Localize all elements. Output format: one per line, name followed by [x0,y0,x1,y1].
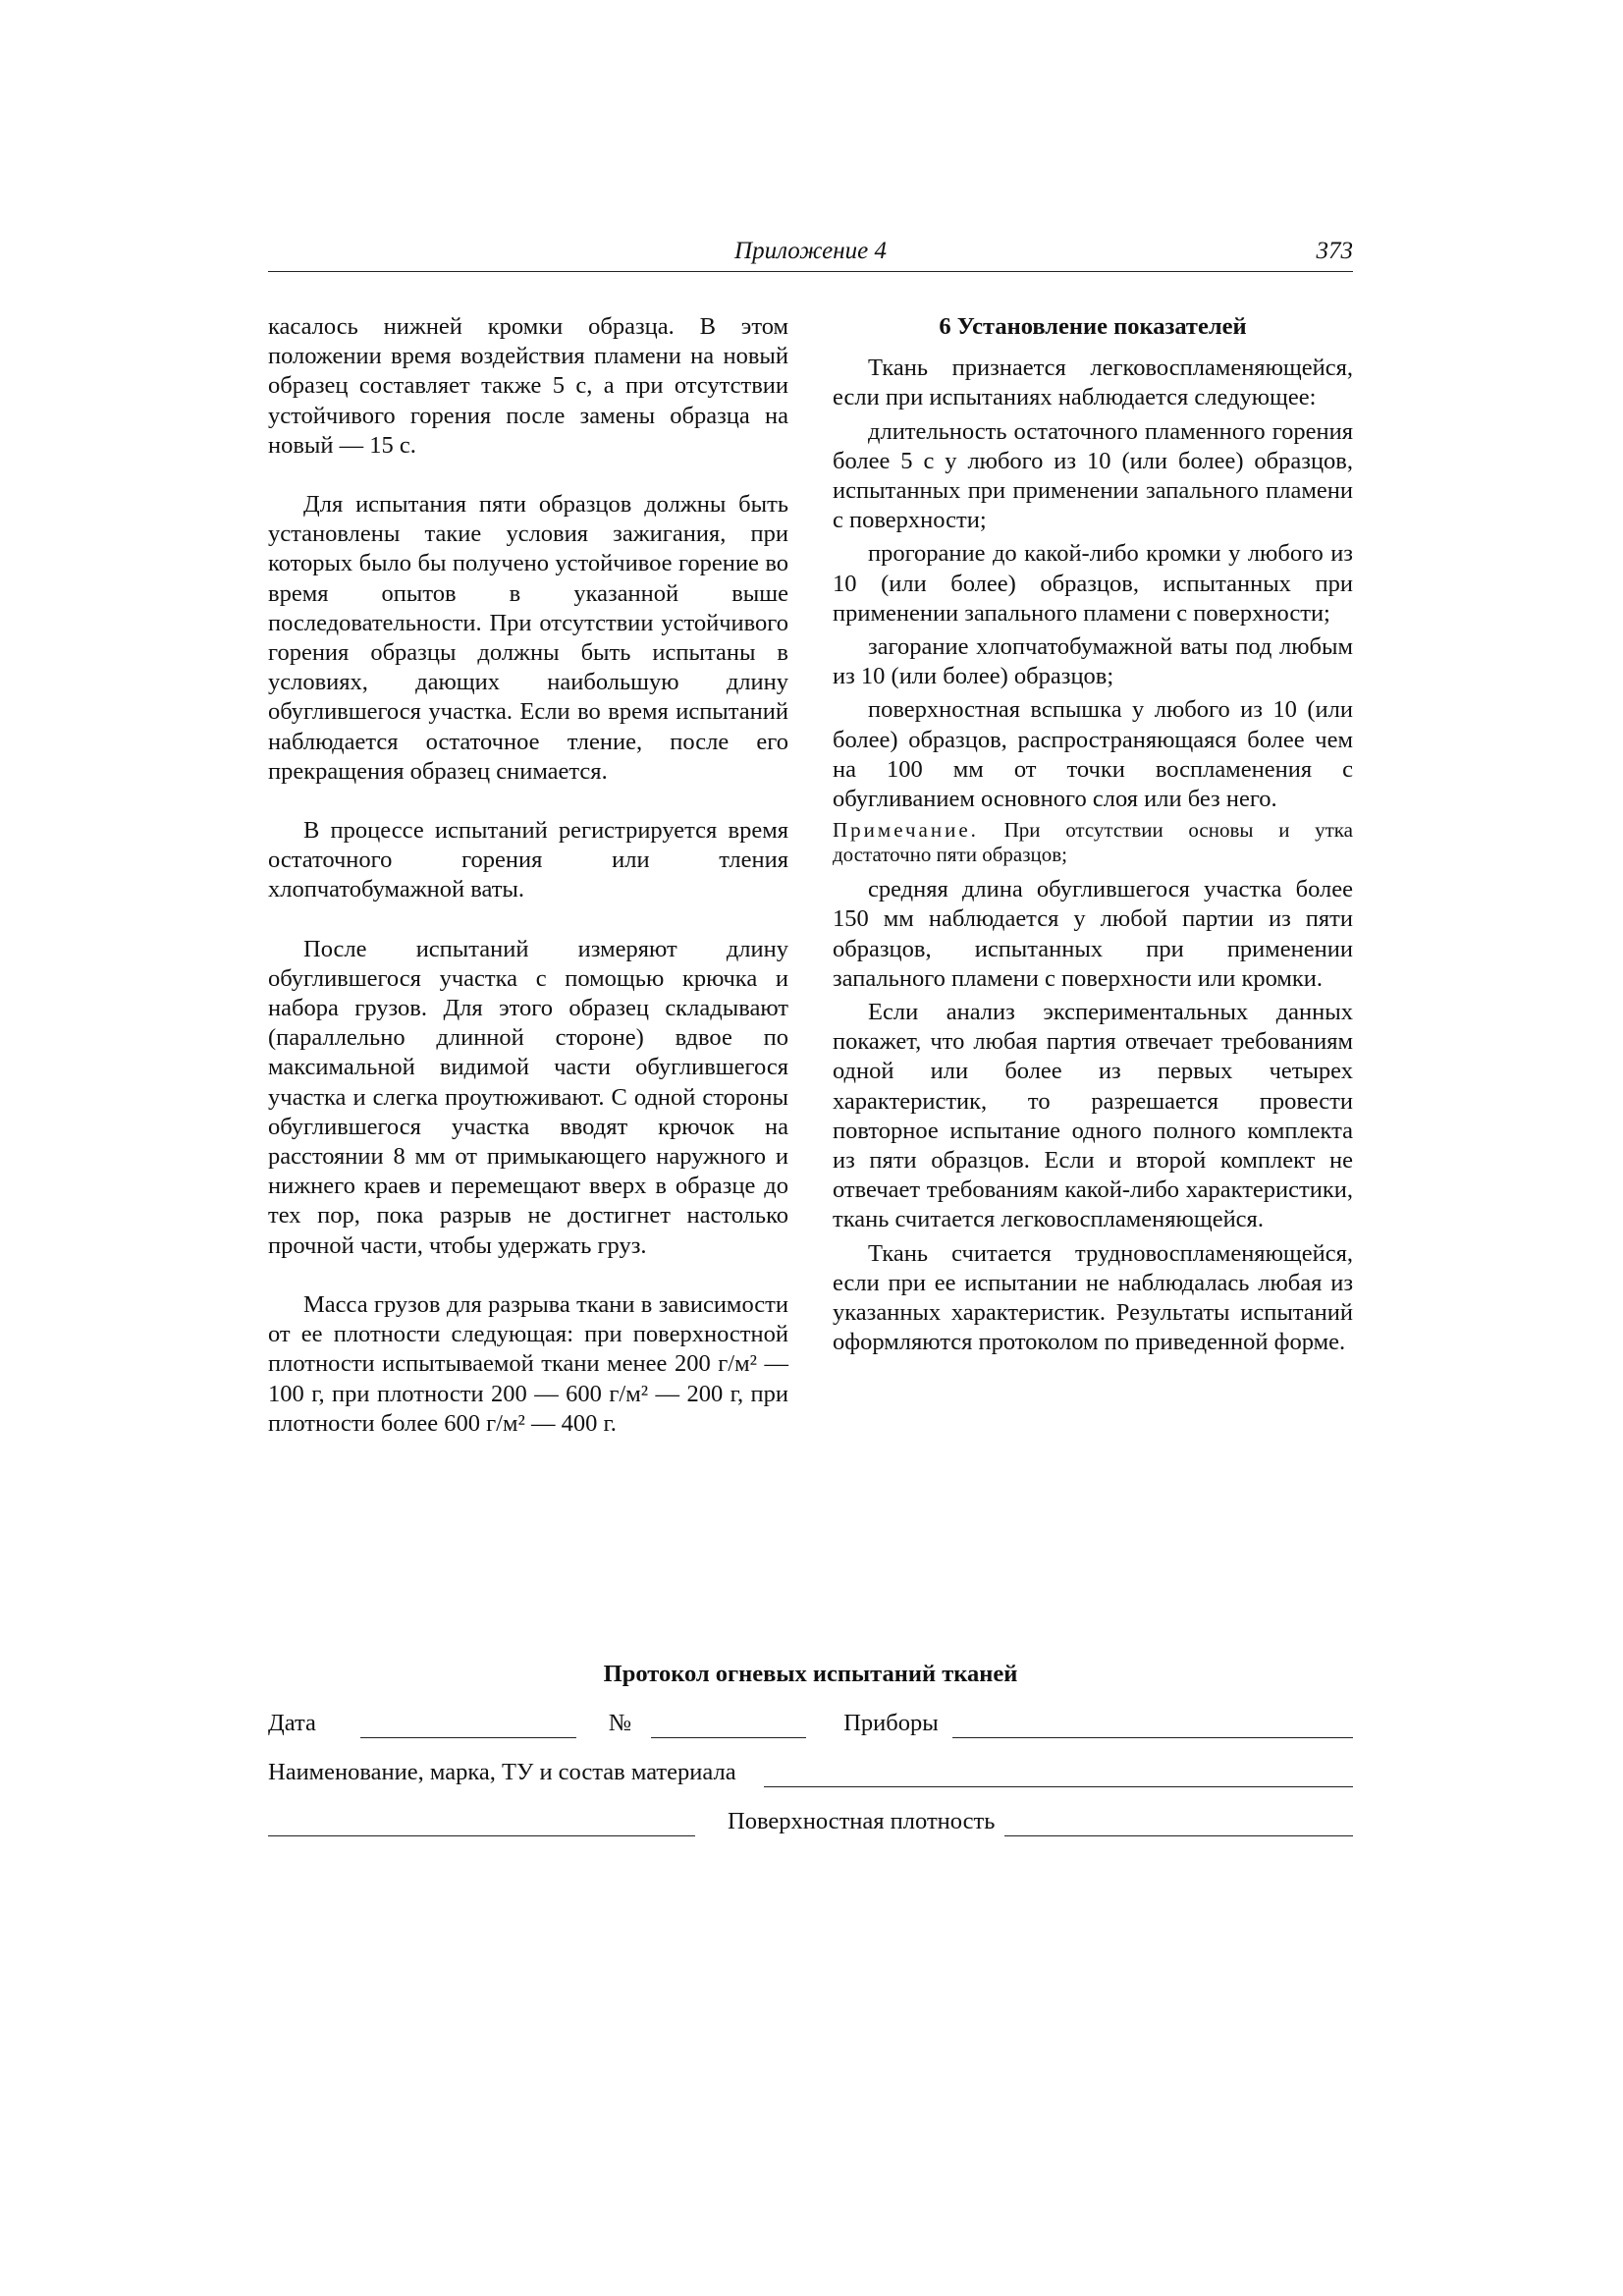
list-item: поверхностная вспышка у любого из 10 (или более) образцов, распространяющаяся более чем на 100 мм от точки воспламенения с обугливанием основного слоя или без него. [833,696,1353,813]
running-header [268,238,1353,272]
protocol-title: Протокол огневых испытаний тканей [603,1661,1018,1687]
right-column [833,312,1353,1362]
note [833,818,1353,867]
number-field[interactable] [651,1712,806,1738]
protocol-row-3 [268,1807,1353,1836]
paragraph: Ткань признается легковоспламеняющейся, если при испытаниях наблюдается следующее: [833,355,1353,411]
protocol-form [268,1660,1353,1856]
paragraph: После испытаний измеряют длину обуглившегося участка с помощью крючка и набора грузов. Для этого образец складывают (параллельно длинной стороне) вдвое по максимальной видимой части обуглившегося участка и слегка проутюживают. С одной стороны обуглившегося участка вводят крючок на расстоянии 8 мм от примыкающего наружного и нижнего краев и перемещают вверх в образце до тех пор, пока разрыв не достигнет настолько прочной части, чтобы удержать груз. [268,935,788,1259]
paragraph: Для испытания пяти образцов должны быть установлены такие условия зажигания, при которых было бы получено устойчивое горение во время опытов в указанной выше последовательности. При отсутствии устойчивого горения образцы должны быть испытаны в условиях, дающих наибольшую длину обуглившегося участка. Если во время испытаний наблюдается остаточное тление, после его прекращения образец снимается. [268,491,788,785]
density-label: Поверхностная плотность [728,1808,996,1834]
material-field[interactable] [764,1761,1353,1787]
paragraph: В процессе испытаний регистрируется время остаточного горения или тления хлопчатобумажной ваты. [268,817,788,903]
material-field-continued[interactable] [268,1810,695,1836]
devices-field[interactable] [952,1712,1353,1738]
list-item: прогорание до какой-либо кромки у любого из 10 (или более) образцов, испытанных при применении запального пламени с поверхности; [833,540,1353,627]
material-label: Наименование, марка, ТУ и состав материала [268,1759,736,1785]
list-item: средняя длина обуглившегося участка более 150 мм наблюдается у любой партии из пяти образцов, испытанных при применении запального пламени с поверхности или кромки. [833,876,1353,992]
note-label: Примечание. [833,818,979,843]
number-label: № [608,1710,632,1736]
header-title: Приложение 4 [734,238,887,264]
density-field[interactable] [1004,1810,1353,1836]
note-text: При отсутствии основы и утка достаточно пяти образцов; [833,818,1354,867]
list-item: загорание хлопчатобумажной ваты под любым из 10 (или более) образцов; [833,633,1353,690]
protocol-row-1 [268,1709,1353,1738]
protocol-row-2 [268,1758,1353,1787]
paragraph: Ткань считается трудновоспламеняющейся, если при ее испытании не наблюдалась любая из указанных характеристик. Результаты испытаний оформляются протоколом по приведенной форме. [833,1239,1353,1356]
devices-label: Приборы [843,1710,939,1736]
date-field[interactable] [360,1712,576,1738]
list-item: длительность остаточного пламенного горения более 5 с у любого из 10 (или более) образцов, испытанных при применении запального пламени с поверхности; [833,417,1353,534]
section-title: 6 Установление показателей [939,313,1247,340]
left-column [268,312,788,1468]
paragraph: касалось нижней кромки образца. В этом положении время воздействия пламени на новый образец составляет также 5 с, а при отсутствии устойчивого горения после замены образца на новый — 15 с. [268,313,788,459]
paragraph: Масса грузов для разрыва ткани в зависимости от ее плотности следующая: при поверхностной плотности испытываемой ткани менее 200 г/м² — 100 г, при плотности 200 — 600 г/м² — 200 г, при плотности более 600 г/м² — 400 г. [268,1290,788,1437]
page-number: 373 [1316,238,1353,264]
paragraph: Если анализ экспериментальных данных покажет, что любая партия отвечает требованиям одной или более из первых четырех характеристик, то разрешается провести повторное испытание одного полного комплекта из пяти образцов. Если и второй комплект не отвечает требованиям какой-либо характеристики, ткань считается легковоспламеняющейся. [833,999,1353,1233]
date-label: Дата [268,1710,316,1736]
